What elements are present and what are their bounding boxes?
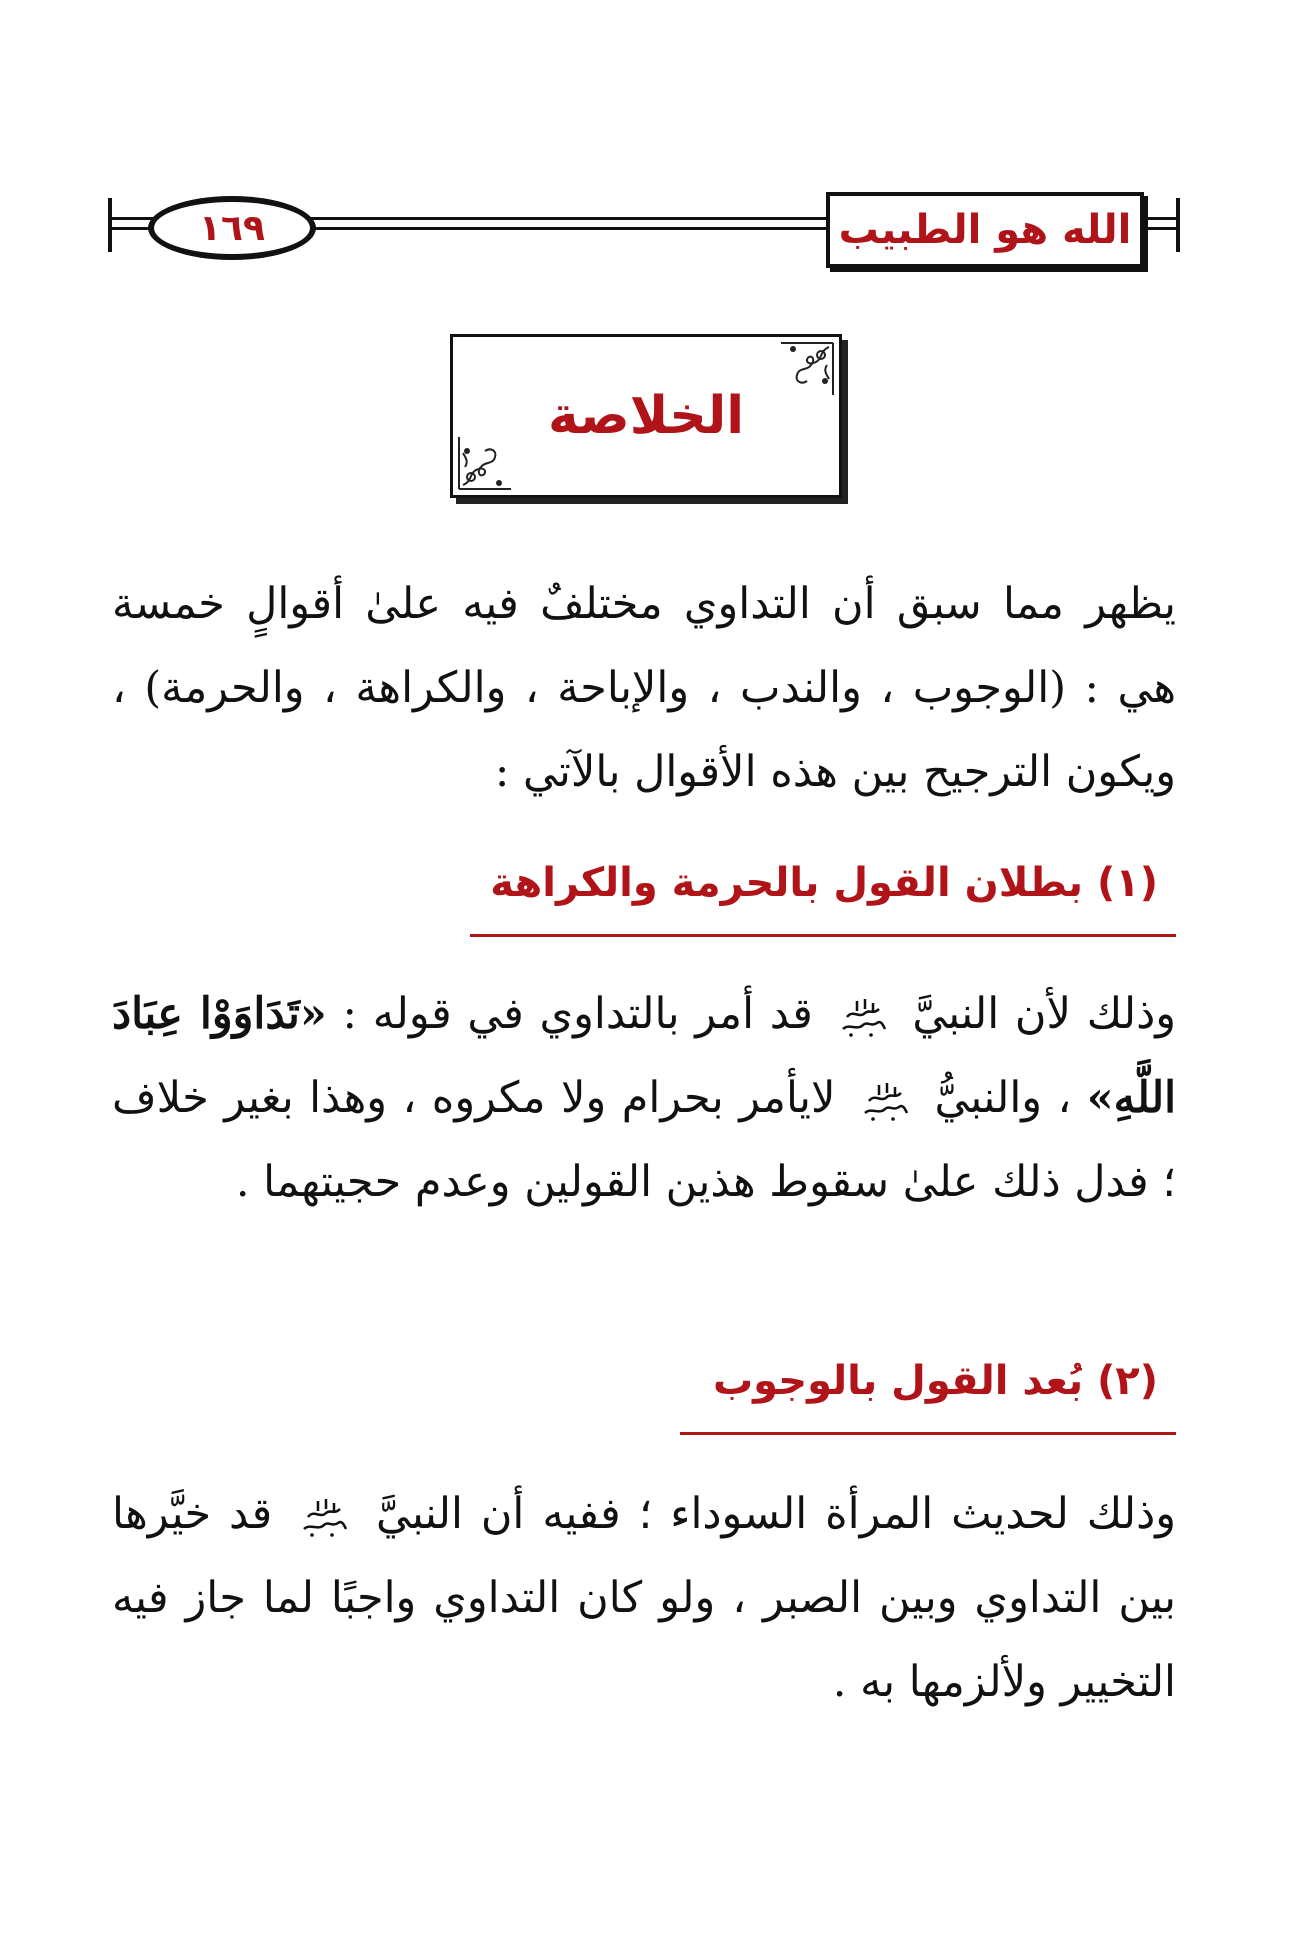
point1-text-b: قد أمر بالتداوي في قوله : bbox=[342, 989, 813, 1039]
section-title-box bbox=[450, 334, 842, 498]
subheading-second: (٢) بُعد القول بالوجوب bbox=[712, 1358, 1158, 1404]
floral-corner-ornament-icon bbox=[779, 341, 835, 397]
header-left-end-bar bbox=[108, 198, 112, 252]
point1-text-c: ، والنبيُّ bbox=[934, 1073, 1072, 1123]
header-right-end-bar bbox=[1176, 198, 1180, 252]
subheading-first: (١) بطلان القول بالحرمة والكراهة bbox=[490, 860, 1158, 906]
subheading-second-underline bbox=[680, 1432, 1176, 1435]
point1-paragraph bbox=[112, 972, 1176, 1224]
point2-paragraph bbox=[112, 1472, 1176, 1724]
point1-text-d: لايأمر بحرام ولا مكروه ، وهذا بغير خلاف ؛ فدل ذلك علىٰ سقوط هذين القولين وعدم حجيتهما . bbox=[112, 1073, 1176, 1207]
intro-paragraph bbox=[112, 562, 1176, 814]
running-title: الله هو الطبيب bbox=[826, 192, 1144, 268]
point1-text-a: وذلك لأن النبيَّ bbox=[912, 989, 1176, 1039]
salla-allahu-alayhi-wa-sallam-calligraphy-icon bbox=[859, 1079, 911, 1123]
salla-allahu-alayhi-wa-sallam-calligraphy-icon bbox=[298, 1495, 350, 1539]
salla-allahu-alayhi-wa-sallam-calligraphy-icon bbox=[837, 995, 889, 1039]
point2-text-b: قد خيَّرها بين التداوي وبين الصبر ، ولو كان التداوي واجبًا لما جاز فيه التخيير ولألزمها به . bbox=[112, 1489, 1176, 1707]
subheading-first-underline bbox=[470, 934, 1176, 937]
page-number: ١٦٩ bbox=[148, 196, 316, 260]
point2-text-a: وذلك لحديث المرأة السوداء ؛ ففيه أن النبيَّ bbox=[376, 1489, 1176, 1539]
hadith-quote: «تَدَاوَوْا عِبَادَ اللَّهِ» bbox=[112, 989, 1177, 1123]
intro-text: يظهر مما سبق أن التداوي مختلفٌ فيه علىٰ أقوالٍ خمسة هي : (الوجوب ، والندب ، والإباحة ، والكراهة ، والحرمة) ، ويكون الترجيح بين هذه الأقوال بالآتي : bbox=[112, 579, 1176, 797]
section-title: الخلاصة bbox=[547, 386, 745, 446]
floral-corner-ornament-icon bbox=[457, 435, 513, 491]
